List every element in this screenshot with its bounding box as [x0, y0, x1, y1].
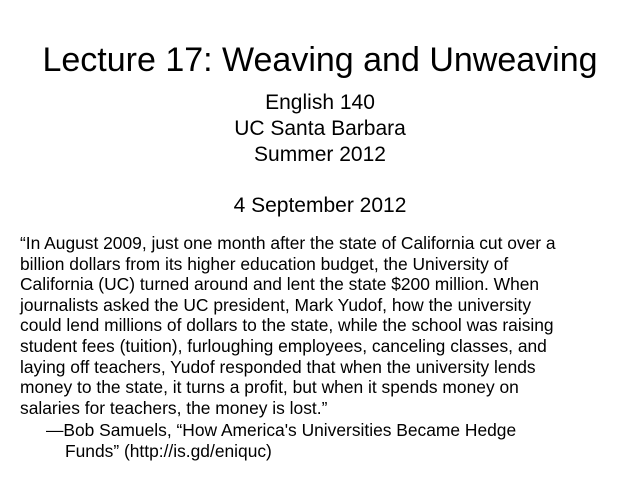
attribution-line: —Bob Samuels, “How America's Universities Became Hedge [46, 420, 517, 440]
quote-line: student fees (tuition), furloughing employees, canceling classes, and [20, 335, 547, 356]
quote-line: billion dollars from its higher education budget, the University of [20, 253, 509, 274]
quote-line: money to the state, it turns a profit, but when it spends money on [20, 377, 519, 398]
quote-line: could lend millions of dollars to the state, while the school was raising [20, 315, 554, 336]
quote-line: journalists asked the UC president, Mark Yudof, how the university [20, 294, 532, 315]
quote-block [20, 233, 625, 418]
term-label: Summer 2012 [254, 143, 386, 166]
quote-line: laying off teachers, Yudof responded that when the university lends [20, 356, 536, 377]
lecture-date: 4 September 2012 [233, 194, 407, 217]
school-name: UC Santa Barbara [234, 117, 406, 140]
quote-attribution [46, 420, 516, 461]
quote-line: “In August 2009, just one month after the state of California cut over a [20, 233, 556, 253]
quote-line: California (UC) turned around and lent the state $200 million. When [20, 274, 540, 295]
attribution-source: Funds” (http://is.gd/eniquc) [65, 440, 272, 461]
slide-title: Lecture 17: Weaving and Unweaving [42, 41, 598, 79]
quote-line: salaries for teachers, the money is lost.” [20, 397, 328, 418]
course-name: English 140 [265, 91, 375, 114]
